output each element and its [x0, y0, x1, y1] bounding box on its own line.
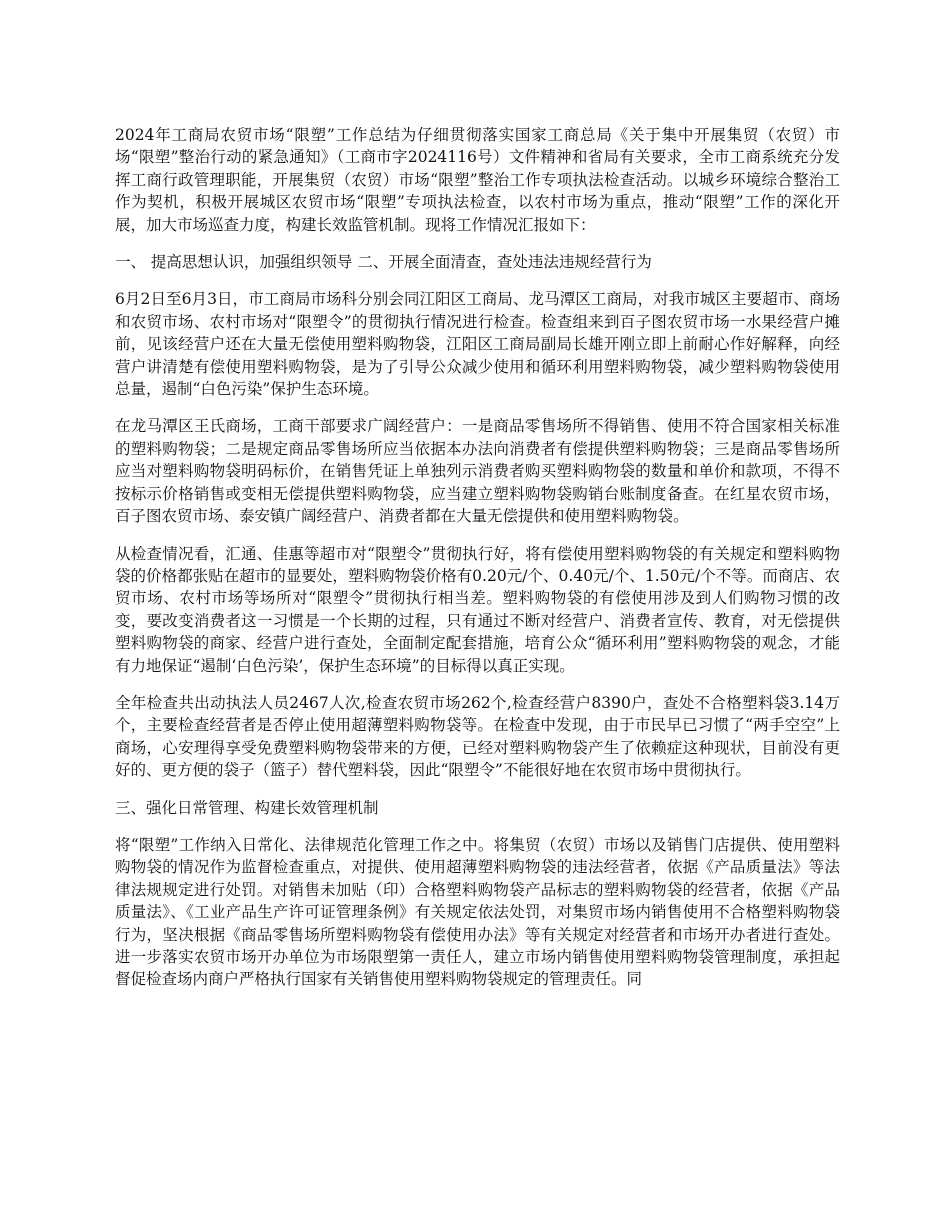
intro-paragraph: 2024年工商局农贸市场“限塑”工作总结为仔细贯彻落实国家工商总局《关于集中开展集贸（农贸）市场“限塑”整治行动的紧急通知》（工商市字2024116号）文件精神和省局有关要求，全市工商系统充分发挥工商行政管理职能，开展集贸（农贸）市场“限塑”整治工作专项执法检查活动。以城乡环境综合整治工作为契机，积极开展城区农贸市场“限塑”专项执法检查，以农村市场为重点，推动“限塑”工作的深化开展，加大市场巡查力度，构建长效监管机制。现将工作情况汇报如下：	[115, 126, 840, 234]
document-body	[115, 124, 840, 1006]
section-heading-3: 三、强化日常管理、构建长效管理机制	[115, 798, 379, 817]
section-heading-1-2: 一、 提高思想认识，加强组织领导 二、开展全面清查，查处违法违规经营行为	[115, 253, 652, 272]
paragraph-longmatan: 在龙马潭区王氏商场，工商干部要求广阔经营户：一是商品零售场所不得销售、使用不符合国家相关标准的塑料购物袋；二是规定商品零售场所应当依据本办法向消费者有偿提供塑料购物袋；三是商品零售场所应当对塑料购物袋明码标价，在销售凭证上单独列示消费者购买塑料购物袋的数量和单价和款项，不得不按标示价格销售或变相无偿提供塑料购物袋，应当建立塑料购物袋购销台账制度备查。在红星农贸市场，百子图农贸市场、泰安镇广阔经营户、消费者都在大量无偿提供和使用塑料购物袋。	[115, 417, 840, 526]
paragraph-management: 将“限塑”工作纳入日常化、法律规范化管理工作之中。将集贸（农贸）市场以及销售门店提供、使用塑料购物袋的情况作为监督检查重点，对提供、使用超薄塑料购物袋的违法经营者，依据《产品质量法》等法律法规规定进行处罚。对销售未加贴（印）合格塑料购物袋产品标志的塑料购物袋的经营者，依据《产品质量法》、《工业产品生产许可证管理条例》有关规定依法处罚，对集贸市场内销售使用不合格塑料购物袋行为，坚决根据《商品零售场所塑料购物袋有偿使用办法》等有关规定对经营者和市场开办者进行查处。进一步落实农贸市场开办单位为市场限塑第一责任人，建立市场内销售使用塑料购物袋管理制度，承担起督促检查场内商户严格执行国家有关销售使用塑料购物袋规定的管理责任。同	[115, 835, 840, 989]
paragraph-statistics: 全年检查共出动执法人员2467人次,检查农贸市场262个,检查经营户8390户，查处不合格塑料袋3.14万个，主要检查经营者是否停止使用超薄塑料购物袋等。在检查中发现，由于市民早已习惯了“两手空空”上商场，心安理得享受免费塑料购物袋带来的方便，已经对塑料购物袋产生了依赖症这种现状，目前没有更好的、更方便的袋子（篮子）替代塑料袋，因此“限塑令”不能很好地在农贸市场中贯彻执行。	[115, 693, 840, 780]
paragraph-inspection: 6月2日至6月3日，市工商局市场科分别会同江阳区工商局、龙马潭区工商局，对我市城区主要超市、商场和农贸市场、农村市场对“限塑令”的贯彻执行情况进行检查。检查组来到百子图农贸市场一水果经营户摊前，见该经营户还在大量无偿使用塑料购物袋，江阳区工商局副局长雄开刚立即上前耐心作好解释，向经营户讲清楚有偿使用塑料购物袋，是为了引导公众减少使用和循环利用塑料购物袋，减少塑料购物袋使用总量，遏制“白色污染”保护生态环境。	[115, 290, 840, 399]
paragraph-findings: 从检查情况看，汇通、佳惠等超市对“限塑令”贯彻执行好，将有偿使用塑料购物袋的有关规定和塑料购物袋的价格都张贴在超市的显要处，塑料购物袋价格有0.20元/个、0.40元/个、1.50元/个不等。而商店、农贸市场、农村市场等场所对“限塑令”贯彻执行相当差。塑料购物袋的有偿使用涉及到人们购物习惯的改变，要改变消费者这一习惯是一个长期的过程，只有通过不断对经营户、消费者宣传、教育，对无偿提供塑料购物袋的商家、经营户进行查处，全面制定配套措施，培育公众“循环利用”塑料购物袋的观念，才能有力地保证“遏制‘白色污染’，保护生态环境”的目标得以真正实现。	[115, 544, 840, 675]
